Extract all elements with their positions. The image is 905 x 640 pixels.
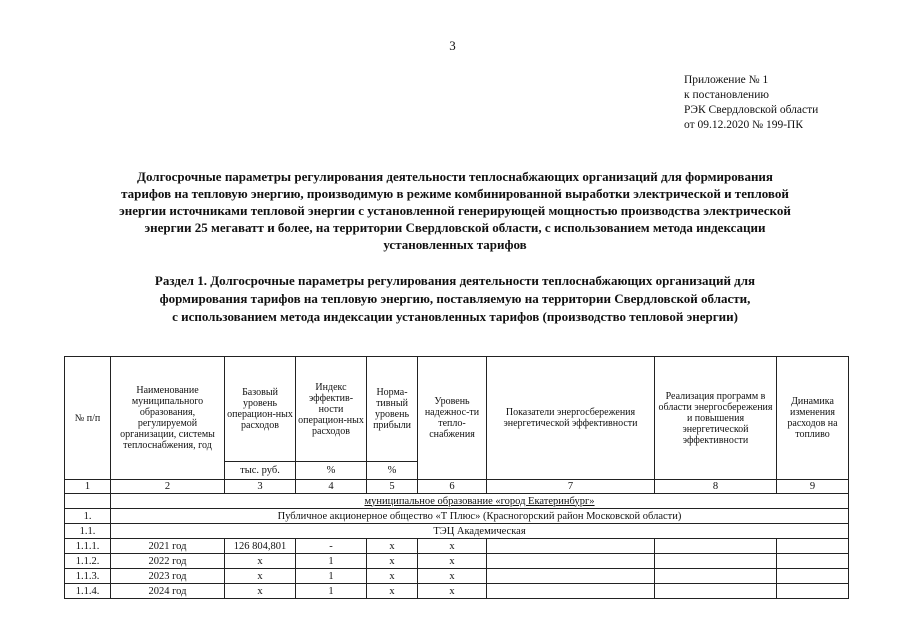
appendix-line: Приложение № 1 bbox=[684, 74, 769, 86]
profit-cell: x bbox=[367, 539, 418, 554]
column-number: 4 bbox=[296, 480, 367, 494]
row-number: 1.1.4. bbox=[65, 584, 111, 599]
title-line: энергии источниками тепловой энергии с установленной генерирующей мощностью производства электрической bbox=[119, 203, 791, 218]
system-row bbox=[65, 524, 849, 539]
system-name: ТЭЦ Академическая bbox=[111, 524, 849, 539]
header-name: Наименование муниципального образования, регулируемой организации, системы теплоснабжения, год bbox=[111, 357, 225, 480]
base-costs-cell: x bbox=[225, 554, 296, 569]
header-base-costs: Базовый уровень операцион-ных расходов bbox=[225, 357, 296, 462]
row-number: 1.1.1. bbox=[65, 539, 111, 554]
municipality-row bbox=[65, 494, 849, 509]
title-line: тарифов на тепловую энергию, производимую в режиме комбинированной выработки электрической и тепловой bbox=[121, 186, 789, 201]
efficiency-index-cell: 1 bbox=[296, 584, 367, 599]
header-row bbox=[65, 357, 849, 462]
header-energy-saving: Показатели энергосбережения энергетической эффективности bbox=[487, 357, 655, 480]
title-line: установленных тарифов bbox=[383, 237, 527, 252]
section-line: с использованием метода индексации установленных тарифов (производство тепловой энергии) bbox=[172, 309, 738, 324]
organization-row bbox=[65, 509, 849, 524]
empty-cell bbox=[487, 569, 655, 584]
row-number: 1. bbox=[65, 509, 111, 524]
header-profit-level: Норма-тивный уровень прибыли bbox=[367, 357, 418, 462]
column-number: 7 bbox=[487, 480, 655, 494]
parameters-table bbox=[64, 356, 849, 599]
base-costs-cell: x bbox=[225, 569, 296, 584]
column-number: 8 bbox=[655, 480, 777, 494]
profit-cell: x bbox=[367, 584, 418, 599]
reliability-cell: x bbox=[418, 569, 487, 584]
appendix-block bbox=[684, 73, 818, 133]
column-number: 3 bbox=[225, 480, 296, 494]
column-number-row bbox=[65, 480, 849, 494]
reliability-cell: x bbox=[418, 554, 487, 569]
title-line: Долгосрочные параметры регулирования деятельности теплоснабжающих организаций для формирования bbox=[137, 169, 773, 184]
reliability-cell: x bbox=[418, 539, 487, 554]
table-row bbox=[65, 584, 849, 599]
year-cell: 2024 год bbox=[111, 584, 225, 599]
empty-cell bbox=[487, 554, 655, 569]
profit-cell: x bbox=[367, 554, 418, 569]
profit-cell: x bbox=[367, 569, 418, 584]
empty-cell bbox=[487, 584, 655, 599]
unit-cell: % bbox=[367, 462, 418, 480]
row-number: 1.1.3. bbox=[65, 569, 111, 584]
column-number: 2 bbox=[111, 480, 225, 494]
year-cell: 2022 год bbox=[111, 554, 225, 569]
empty-cell bbox=[655, 554, 777, 569]
header-reliability: Уровень надежнос-ти тепло-снабжения bbox=[418, 357, 487, 480]
reliability-cell: x bbox=[418, 584, 487, 599]
header-fuel-dynamics: Динамика изменения расходов на топливо bbox=[777, 357, 849, 480]
empty-cell bbox=[655, 569, 777, 584]
empty-cell bbox=[777, 569, 849, 584]
year-cell: 2023 год bbox=[111, 569, 225, 584]
year-cell: 2021 год bbox=[111, 539, 225, 554]
section-title bbox=[60, 272, 850, 326]
appendix-line: РЭК Свердловской области bbox=[684, 104, 819, 116]
row-number: 1.1. bbox=[65, 524, 111, 539]
empty-cell bbox=[655, 539, 777, 554]
efficiency-index-cell: 1 bbox=[296, 554, 367, 569]
empty-cell bbox=[777, 584, 849, 599]
organization-name: Публичное акционерное общество «Т Плюс» (Красногорский район Московской области) bbox=[111, 509, 849, 524]
base-costs-cell: x bbox=[225, 584, 296, 599]
document-title bbox=[60, 168, 850, 253]
page-number: 3 bbox=[449, 38, 456, 53]
section-line: формирования тарифов на тепловую энергию, поставляемую на территории Свердловской области, bbox=[159, 291, 751, 306]
empty-cell bbox=[65, 494, 111, 509]
efficiency-index-cell: 1 bbox=[296, 569, 367, 584]
column-number: 6 bbox=[418, 480, 487, 494]
municipality-name: муниципальное образование «город Екатеринбург» bbox=[111, 494, 849, 509]
table-row bbox=[65, 539, 849, 554]
column-number: 5 bbox=[367, 480, 418, 494]
table-row bbox=[65, 569, 849, 584]
column-number: 9 bbox=[777, 480, 849, 494]
empty-cell bbox=[777, 554, 849, 569]
base-costs-cell: 126 804,801 bbox=[225, 539, 296, 554]
unit-cell: % bbox=[296, 462, 367, 480]
unit-cell: тыс. руб. bbox=[225, 462, 296, 480]
appendix-line: к постановлению bbox=[684, 89, 769, 101]
header-programs: Реализация программ в области энергосбережения и повышения энергетической эффективности bbox=[655, 357, 777, 480]
empty-cell bbox=[487, 539, 655, 554]
title-line: энергии 25 мегаватт и более, на территории Свердловской области, с использованием метода индексации bbox=[144, 220, 766, 235]
header-num: № п/п bbox=[65, 357, 111, 480]
row-number: 1.1.2. bbox=[65, 554, 111, 569]
empty-cell bbox=[777, 539, 849, 554]
header-efficiency-index: Индекс эффектив-ности операцион-ных расходов bbox=[296, 357, 367, 462]
empty-cell bbox=[655, 584, 777, 599]
column-number: 1 bbox=[65, 480, 111, 494]
section-line: Раздел 1. Долгосрочные параметры регулирования деятельности теплоснабжающих организаций для bbox=[154, 273, 756, 288]
appendix-line: от 09.12.2020 № 199-ПК bbox=[684, 119, 804, 131]
efficiency-index-cell: - bbox=[296, 539, 367, 554]
table-row bbox=[65, 554, 849, 569]
